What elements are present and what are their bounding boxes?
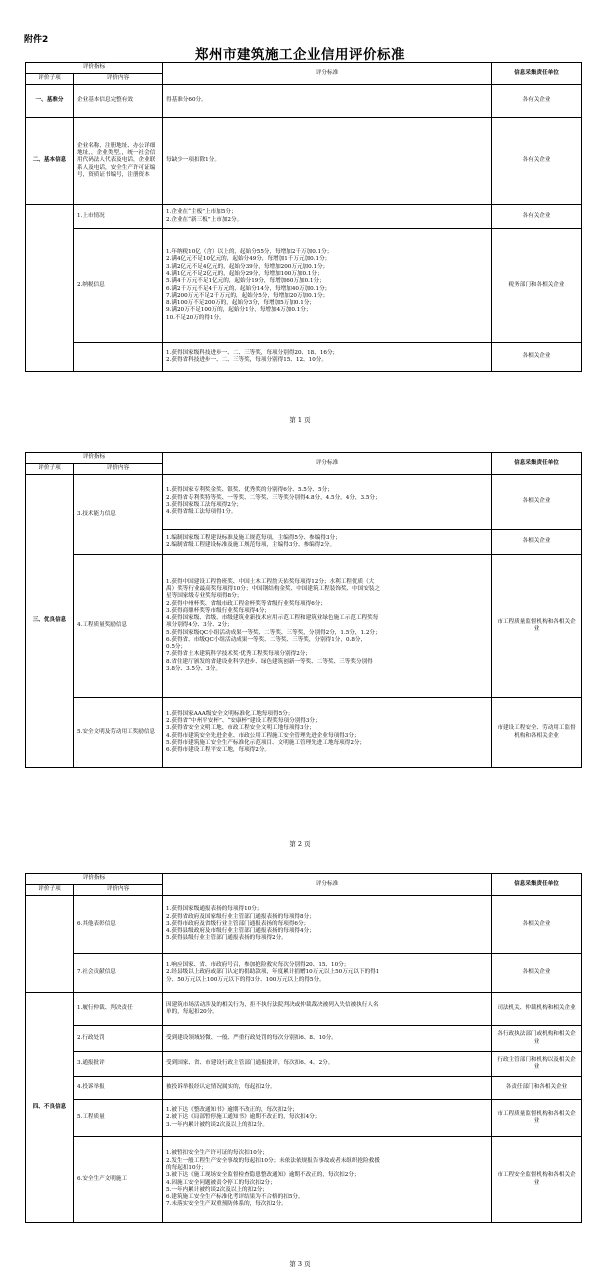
criteria-line: 7.获得省土木建筑科学技术奖·优秀工程奖每项分别得2分； (166, 651, 311, 658)
criteria-line: 2.获得省科技进步一、二、三等奖，每项分别得15、12、10分。 (166, 357, 327, 363)
criteria-line: 项分别得4分、3分、2分； (166, 622, 233, 629)
table-row (26, 1100, 582, 1137)
row-responsible: 各相关企业 (492, 954, 582, 993)
row-criteria (163, 205, 492, 229)
criteria-line: 2.编制省级工程建设标准及施工规范每项，主编得3分、参编得2分。 (166, 542, 336, 548)
criteria-line: 0.5分； (166, 644, 187, 651)
criteria-line: 6.获得省、市级QC小组活动成果一等奖、二等奖、三等奖，分别得1分，0.8分， (166, 636, 367, 643)
criteria-line: 5.获得市建筑施工安全生产标准化示范项目、文明施工管理先进工地每项得2分； (166, 739, 366, 746)
table-row (26, 993, 582, 1026)
category-empty-cell (26, 896, 74, 993)
criteria-line: 单的，每起扣20分。 (166, 1009, 218, 1015)
criteria-table-page-3 (25, 873, 582, 1223)
criteria-line: 3.获得国家级工法每项得2分； (166, 502, 243, 508)
criteria-line: 2.获得省专利奖特等奖、一等奖、二等奖、三等奖分别得4.8分，4.5分，4分，3.5分； (166, 494, 381, 501)
criteria-line: 10.不足20万的得1分。 (166, 314, 225, 321)
row-sub-item (74, 343, 163, 372)
row-responsible: 各相关企业 (492, 475, 582, 530)
criteria-line: 3.获得商鼎杯奖等市级行业奖每项得4分； (166, 607, 271, 614)
header-row (26, 453, 582, 464)
row-responsible: 各相关企业 (492, 530, 582, 555)
criteria-table-page-1 (25, 62, 582, 372)
criteria-line: 5.一年内累计被约谈2次及以上的扣2分； (166, 1186, 268, 1193)
criteria-line: 受到国家、省、市建设行政主管部门通报批评，每次扣6、4、2分。 (166, 1060, 334, 1067)
table-row (26, 896, 582, 954)
category-empty-cell (26, 205, 74, 372)
row-responsible: 行政主管部门和机构以及相关企业 (492, 1052, 582, 1077)
attachment-label: 附件2 (24, 35, 49, 45)
row-responsible: 各责任部门和各相关企业 (492, 1077, 582, 1100)
row-criteria (163, 1100, 492, 1137)
header-group: 评价指标 (26, 874, 163, 885)
criteria-line: 8.省住建厅颁发的省建设业科学进步、绿色建筑创新一等奖、二等奖、三等奖分别得 (166, 658, 373, 665)
category-basic-score: 一、基准分 (26, 85, 74, 118)
header-responsible: 信息采集责任单位 (492, 63, 582, 85)
category-excellent: 三、优良信息 (26, 475, 74, 768)
criteria-line: 4.获得市建筑安全先进企业、市政公用工程施工安全管理先进企业每项得3分； (166, 732, 360, 739)
criteria-line: 的每起扣10分； (166, 1164, 207, 1171)
criteria-line: 2.经县级以上政府或部门认定的捐助款项，年度累计捐赠10万元以上50万元以下的得1 (166, 969, 380, 976)
row-sub-item: 4.投诉举报 (74, 1077, 163, 1100)
row-sub-item: 6.安全生产文明施工 (74, 1137, 163, 1223)
criteria-line: 得基准分60分。 (166, 97, 207, 104)
document-title: 郑州市建筑施工企业信用评价标准 (195, 47, 405, 63)
row-responsible: 各相关企业 (492, 896, 582, 954)
header-responsible: 信息采集责任单位 (492, 453, 582, 475)
criteria-line: 7.未落实安全生产双重预防体系的，每次扣2分。 (166, 1201, 287, 1208)
criteria-line: 3.满2亿元不足4亿元的，起始分39分，每增加200万元加0.1分； (166, 263, 329, 270)
row-sub-item: 6.其他表彰信息 (74, 896, 163, 954)
criteria-line: 7.满200万元不足2千万元的，起始分5分，每增加20万加0.1分； (166, 292, 329, 299)
criteria-line: 2.获得省政府及国家级行业主管部门通报表扬的每项得8分； (166, 913, 315, 920)
page-number: 第 2 页 (289, 840, 311, 848)
criteria-line: 9.满20万不足100万的，起始分1分，每增加4万加0.1分； (166, 307, 312, 314)
criteria-line: 3.一年内累计被约谈2次及以上的扣2分。 (166, 1121, 268, 1128)
row-criteria (163, 530, 492, 555)
row-criteria (163, 1052, 492, 1077)
criteria-line: 6.满2千万元不足4千万元的，起始分14分，每增加40万加0.1分； (166, 285, 331, 292)
row-sub-item: 2.行政处罚 (74, 1026, 163, 1052)
table-row (26, 954, 582, 993)
row-criteria (163, 954, 492, 993)
criteria-line: 受到建设领域轻微、一般、严重行政处罚的每次分别扣6、8、10分。 (166, 1034, 337, 1041)
header-row (26, 874, 582, 885)
criteria-line: 4.获得县级政府及市级行业主管部门通报表扬的每项得4分； (166, 928, 315, 935)
header-content: 评价内容 (74, 74, 163, 85)
table-row (26, 343, 582, 372)
row-criteria (163, 1077, 492, 1100)
category-bad: 四、不良信息 (26, 993, 74, 1223)
criteria-line: 2.企业在“新三板”上市加2分。 (166, 216, 243, 223)
table-row (26, 698, 582, 768)
criteria-line: 8.满100万不足200万的，起始分3分，每增加5万加0.1分； (166, 300, 316, 307)
table-row (26, 1137, 582, 1223)
criteria-line: 每缺少一项扣除1分。 (166, 157, 220, 164)
row-sub-item: 1.履行仲裁、判决责任 (74, 993, 163, 1026)
criteria-line: 1.企业在“主板”上市加5分； (166, 209, 237, 216)
table-row (26, 1052, 582, 1077)
criteria-line: 5.满4千万元不足1亿元的，起始分19分，每增加60万加0.1分； (166, 278, 325, 285)
row-criteria (163, 229, 492, 343)
row-criteria (163, 896, 492, 954)
row-responsible: 市建设工程安全、劳动用工监督机构和各相关企业 (492, 698, 582, 768)
header-sub-item: 评价子项 (26, 464, 74, 475)
header-content: 评价内容 (74, 885, 163, 896)
criteria-line: 4.获得省级工法每项得1分。 (166, 509, 237, 516)
criteria-line: 禹）奖等行业最高奖每项得10分；中国钢结构金奖、中国建筑工程装饰奖、中国安装之 (166, 586, 381, 593)
criteria-line: 2.发生一般工程生产安全事故的每起扣10分；未依法依规报告事故或者未组织抢险救援 (166, 1157, 380, 1164)
row-sub-item: 3.通报批评 (74, 1052, 163, 1077)
row-responsible: 各有关企业 (492, 118, 582, 205)
criteria-line: 1.获得国家专利奖金奖、银奖、优秀奖的分别得6分、5.5分、5分； (166, 487, 333, 494)
criteria-line: 被投诉举报经认定情况属实的，每起扣2分。 (166, 1084, 276, 1091)
criteria-line: 星等国家级专业奖每项得8分； (166, 593, 243, 600)
row-sub-item: 7.社会贡献信息 (74, 954, 163, 993)
row-criteria (163, 698, 492, 768)
row-responsible: 各行政执法部门或机构和相关企业 (492, 1026, 582, 1052)
table-row (26, 555, 582, 698)
page-number: 第 3 页 (289, 1260, 311, 1268)
criteria-line: 分、50万元以上100万元以下的得3分、100万元以上的得5分。 (166, 976, 325, 983)
page-1-section (25, 62, 581, 372)
criteria-line: 1.获得国家级科技进步一、二、三等奖，每项分别得20、18、16分； (166, 349, 339, 356)
row-content: 企业基本信息完整有效 (74, 85, 163, 118)
table-row (26, 229, 582, 343)
row-sub-item: 5.安全文明及劳动用工奖励信息 (74, 698, 163, 768)
row-responsible: 各有关企业 (492, 205, 582, 229)
row-sub-item: 3.技术能力信息 (74, 475, 163, 555)
criteria-line: 因建筑市场活动涉及的相关行为，拒不执行法院判决或仲裁裁决被列入失信被执行人名 (166, 1001, 379, 1008)
header-group: 评价指标 (26, 63, 163, 74)
criteria-line: 6.建筑施工安全生产标准化考评结果为不合格的扣5分。 (166, 1194, 304, 1201)
criteria-line: 1.获得国家级通报表扬的每项得10分； (166, 906, 263, 913)
category-basic-info: 二、基本信息 (26, 118, 74, 205)
header-sub-item: 评价子项 (26, 885, 74, 896)
table-row (26, 1026, 582, 1052)
criteria-line: 4.满1亿元不足2亿元的，起始分29分，每增加100万加0.1分； (166, 270, 323, 277)
criteria-line: 3.获得省安全文明工地、市政工程安全文明工地每项得3分； (166, 725, 315, 732)
row-sub-item: 5.工程质量 (74, 1100, 163, 1137)
row-content: 企业名称，注册地址、办公详细地址，，企业类型，，统一社会信用代码法人代表及电话，企业联系人及电话，安全生产许可证编号，资质证书编号，注册资本 (74, 118, 163, 205)
criteria-line: 3.8分、3.5分、3分。 (166, 665, 221, 672)
row-responsible: 市工程安全监督机构和各相关企业 (492, 1137, 582, 1223)
table-row (26, 85, 582, 118)
row-responsible: 各有关企业 (492, 85, 582, 118)
row-criteria (163, 85, 492, 118)
header-standard: 评分标准 (163, 453, 492, 475)
criteria-line: 4.获得国家级、省级、市级建筑业新技术应用示范工程和建筑业绿色施工示范工程奖每 (166, 615, 379, 622)
page-2-section (25, 452, 581, 768)
criteria-line: 3.获得市政府及省级行业主管部门通报表扬的每项得6分； (166, 920, 310, 927)
header-responsible: 信息采集责任单位 (492, 874, 582, 896)
row-criteria (163, 475, 492, 530)
criteria-line: 4.因施工安全问题被责令停工的每次扣2分； (166, 1179, 276, 1186)
row-sub-item: 2.纳税信息 (74, 229, 163, 343)
criteria-line: 3.被下达《施工现场安全监督检查隐患整改通知》逾期不改正的，每次扣2分； (166, 1172, 360, 1179)
criteria-line: 2.获得中州杯奖、省级市政工程金杯奖等省级行业奖每项得6分； (166, 600, 326, 607)
row-responsible: 各相关企业 (492, 343, 582, 372)
criteria-line: 1.年纳税10亿（含）以上的，起始分55分，每增加2千万加0.1分； (166, 249, 333, 256)
row-responsible: 市工程质量监督机构和各相关企业 (492, 1100, 582, 1137)
header-standard: 评分标准 (163, 63, 492, 85)
header-sub-item: 评价子项 (26, 74, 74, 85)
criteria-line: 2.获得省“中州平安杯”、“安康杯”建设工程奖每项分别得3分； (166, 717, 321, 724)
criteria-line: 6.获得市建设工程平安工地，每项得2分。 (166, 747, 271, 754)
criteria-line: 1.被下达《整改通知书》逾期不改正的，每次扣2分； (166, 1107, 298, 1114)
row-sub-item: 4.工程质量奖励信息 (74, 555, 163, 698)
criteria-line: 2.满4亿元不足10亿元的，起始分49分，每增加1千万元加0.1分； (166, 256, 331, 263)
criteria-line: 2.被下达《局部暂停施工通知书》逾期不改正的，每次扣4分； (166, 1114, 321, 1121)
table-row (26, 475, 582, 530)
table-row (26, 1077, 582, 1100)
row-criteria (163, 555, 492, 698)
row-criteria (163, 1026, 492, 1052)
criteria-line: 5.获得国家级QC小组活动成果一等奖、二等奖、三等奖，分别得2分，1.5分，1.2分； (166, 629, 381, 636)
criteria-line: 5.获得县级行业主管部门通报表扬的每项得2分。 (166, 935, 287, 942)
row-criteria (163, 343, 492, 372)
row-sub-item: 1.上市情况 (74, 205, 163, 229)
page-3-section (25, 873, 581, 1223)
criteria-table-page-2 (25, 452, 582, 768)
row-responsible: 税务部门和各相关企业 (492, 229, 582, 343)
criteria-line: 1.响应国家、省、市政府号召，参加抢险救灾每次分别得20、15、10分； (166, 962, 350, 969)
table-row (26, 205, 582, 229)
table-row (26, 118, 582, 205)
row-responsible: 司法机关、仲裁机构和相关企业 (492, 993, 582, 1026)
header-group: 评价指标 (26, 453, 163, 464)
header-row (26, 63, 582, 74)
row-responsible: 市工程质量监督机构和各相关企业 (492, 555, 582, 698)
header-content: 评价内容 (74, 464, 163, 475)
criteria-line: 1.被暂扣安全生产许可证的每次扣10分； (166, 1150, 268, 1157)
row-criteria (163, 993, 492, 1026)
page-number: 第 1 页 (289, 416, 311, 424)
row-criteria (163, 118, 492, 205)
row-criteria (163, 1137, 492, 1223)
header-standard: 评分标准 (163, 874, 492, 896)
criteria-line: 1.获得国家AAA级安全文明标准化工地每项得5分； (166, 710, 294, 717)
criteria-line: 1.获得中国建设工程鲁班奖、中国土木工程詹天佑奖每项得12分；水利工程优质（大 (166, 578, 375, 585)
criteria-line: 1.编制国家级工程建设标准及施工规范每项，主编得5分、参编得3分； (166, 534, 341, 541)
